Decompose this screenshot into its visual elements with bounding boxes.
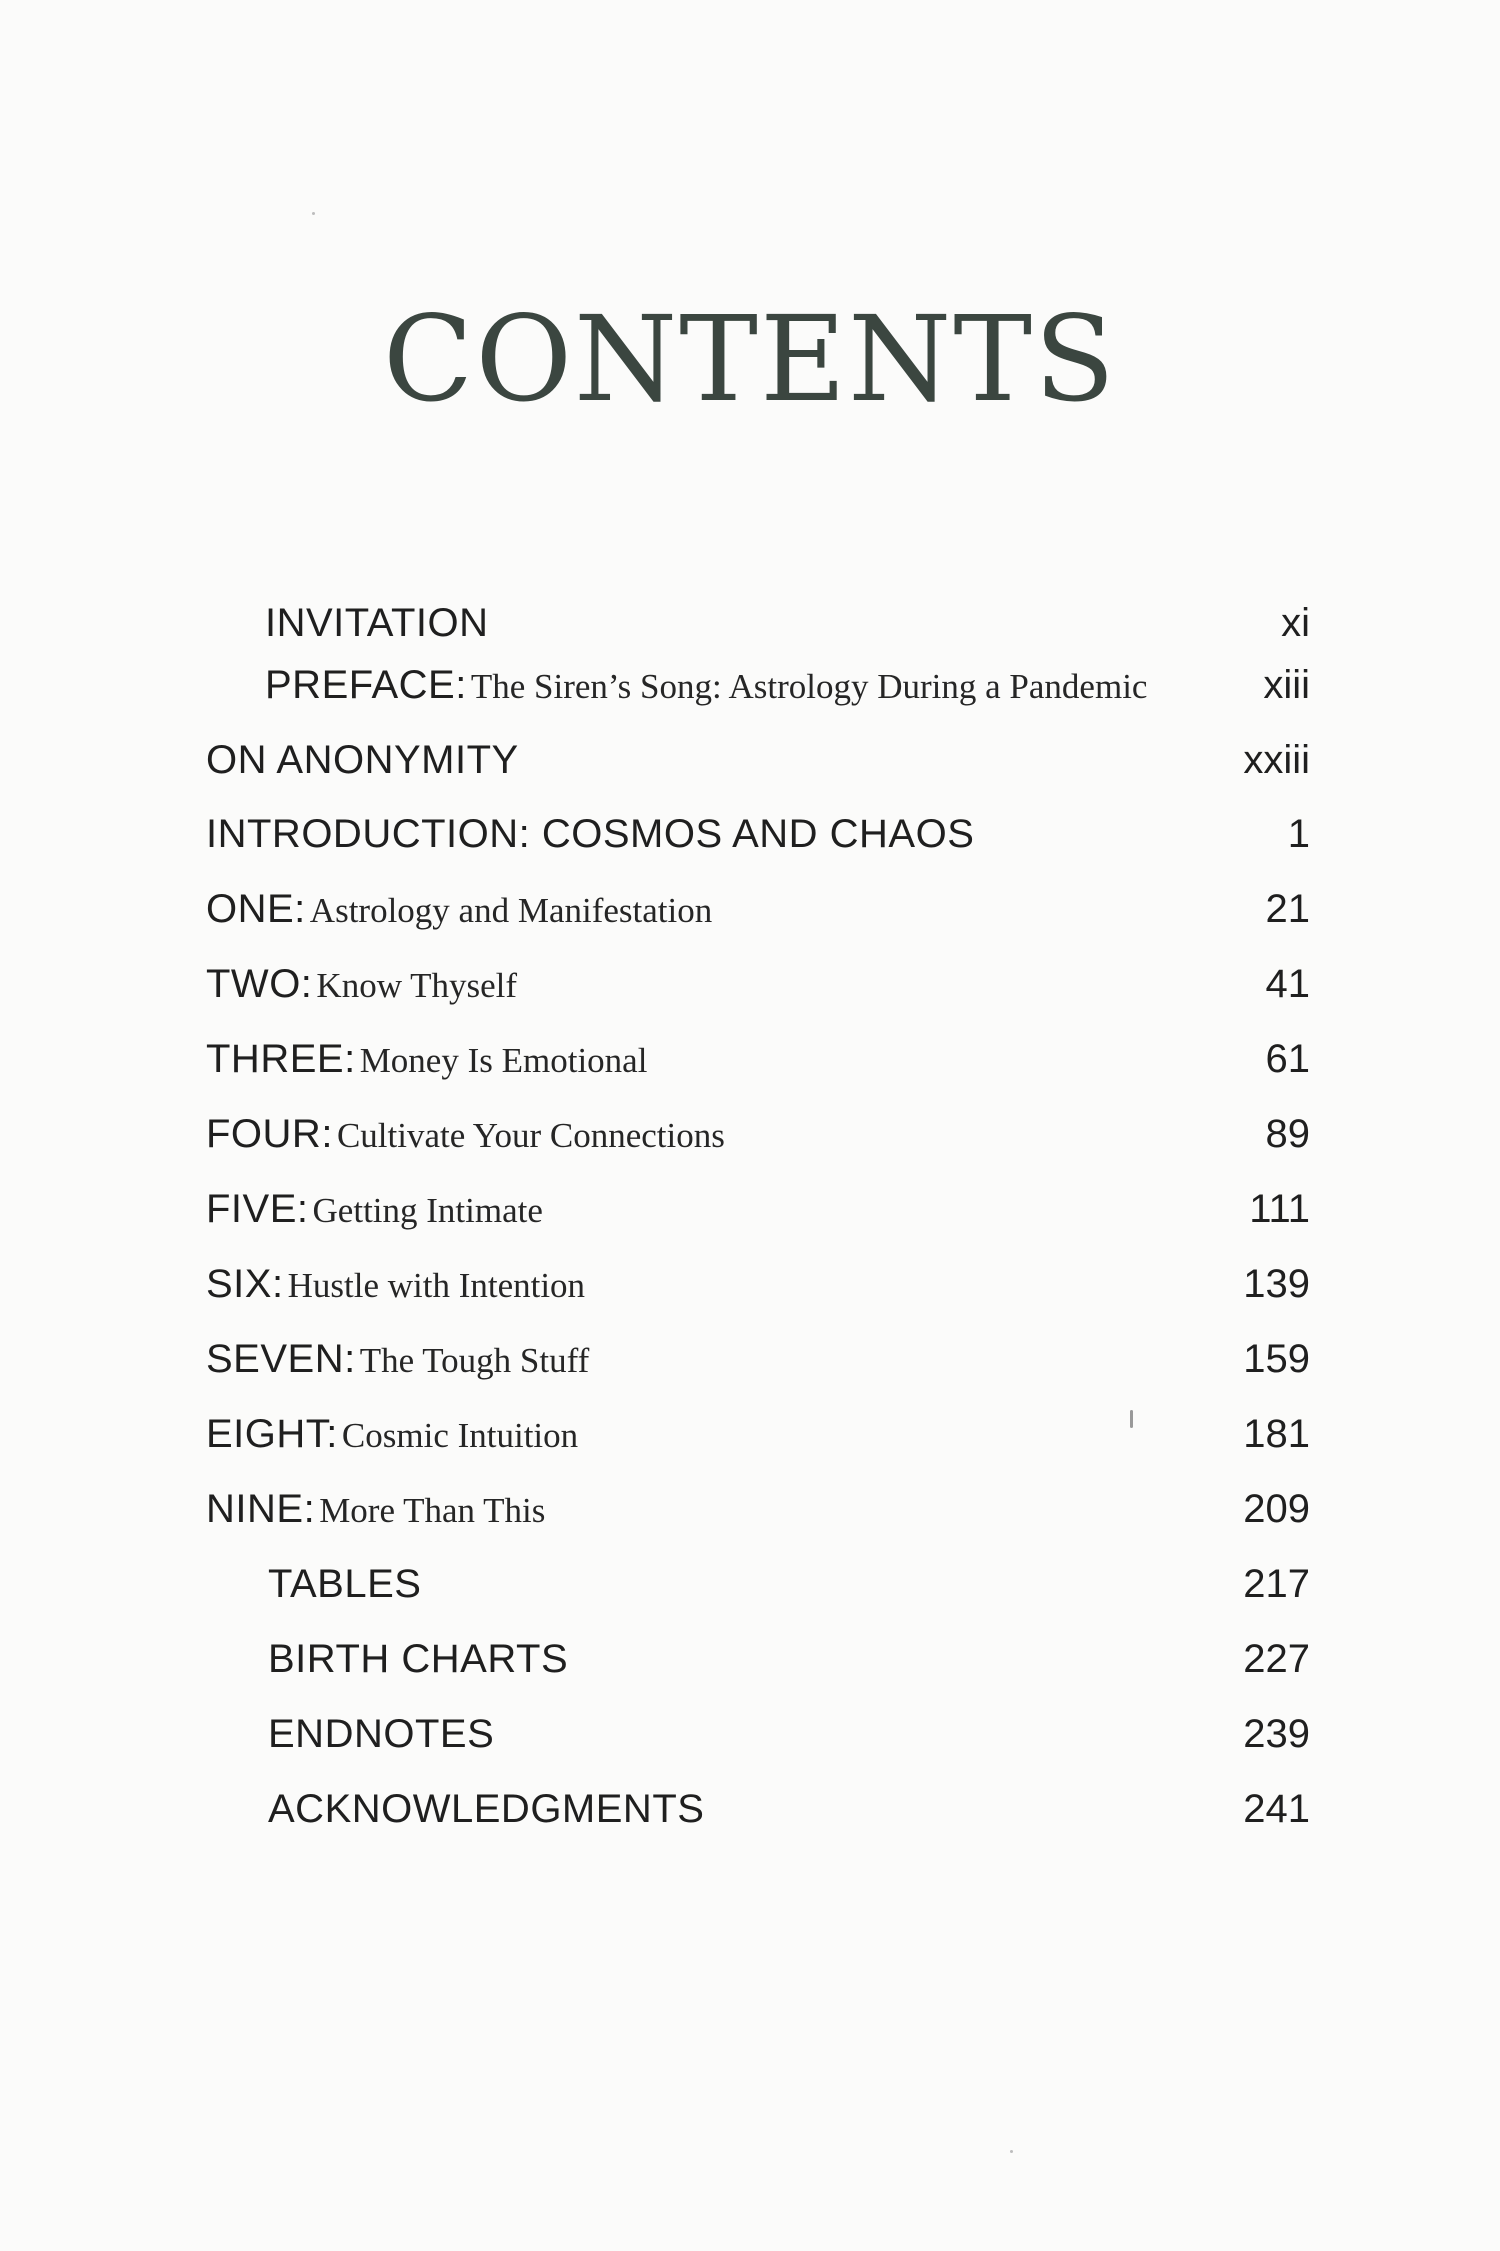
toc-entry-endnotes <box>0 1706 1500 1766</box>
toc-entry-label <box>268 1639 568 1679</box>
toc-entry-label <box>206 889 712 929</box>
scan-speck <box>1130 1410 1133 1428</box>
toc-entry-page: xxiii <box>1243 738 1310 782</box>
toc-entry-subtitle: Cultivate Your Connections <box>336 1116 725 1155</box>
toc-entry-page: xiii <box>1263 663 1310 707</box>
scan-speck <box>1010 2150 1013 2153</box>
toc-entry-heading: TWO: <box>206 962 313 1006</box>
toc-entry-label <box>206 1264 585 1304</box>
toc-entry-label <box>268 1789 704 1829</box>
toc-entry-subtitle: Money Is Emotional <box>359 1041 648 1080</box>
page-title: CONTENTS <box>383 290 1117 428</box>
toc-entry-page: 41 <box>1265 962 1310 1006</box>
toc-entry-tables <box>0 1556 1500 1616</box>
toc-entry-acknowledgments <box>0 1781 1500 1841</box>
toc-entry-heading: INTRODUCTION: COSMOS AND CHAOS <box>206 812 975 856</box>
toc-entry-label <box>206 1414 578 1454</box>
toc-entry-label <box>206 1339 589 1379</box>
toc-entry-subtitle: Know Thyself <box>316 966 518 1005</box>
toc-entry-heading: PREFACE: <box>265 663 467 707</box>
toc-entry-label <box>268 1714 494 1754</box>
toc-entry-page: 111 <box>1249 1187 1310 1231</box>
toc-entry-heading: NINE: <box>206 1487 316 1531</box>
toc-entry-heading: INVITATION <box>265 601 489 645</box>
toc-entry-heading: EIGHT: <box>206 1412 338 1456</box>
toc-entry-three <box>0 1031 1500 1091</box>
toc-entry-two <box>0 956 1500 1016</box>
toc-entry-page: 89 <box>1265 1112 1310 1156</box>
toc-entry-page: 1 <box>1287 812 1310 856</box>
toc-entry-page: xi <box>1281 601 1310 645</box>
toc-entry-four <box>0 1106 1500 1166</box>
toc-entry-page: 241 <box>1243 1787 1310 1831</box>
toc-entry-heading: THREE: <box>206 1037 356 1081</box>
toc-entry-page: 139 <box>1243 1262 1310 1306</box>
toc-entry-birth-charts <box>0 1631 1500 1691</box>
toc-entry-page: 217 <box>1243 1562 1310 1606</box>
toc-entry-on-anonymity <box>0 732 1500 792</box>
toc-entry-five <box>0 1181 1500 1241</box>
toc-entry-preface <box>0 657 1500 717</box>
toc-entry-heading: ENDNOTES <box>268 1712 495 1756</box>
toc-entry-eight <box>0 1406 1500 1466</box>
toc-entry-heading: FIVE: <box>206 1187 309 1231</box>
toc-entry-subtitle: More Than This <box>319 1491 546 1530</box>
toc-entry-subtitle: Cosmic Intuition <box>341 1416 579 1455</box>
toc-entry-heading: ACKNOWLEDGMENTS <box>268 1787 705 1831</box>
toc-entry-subtitle: The Siren’s Song: Astrology During a Pandemic <box>470 667 1148 706</box>
toc-entry-label <box>206 964 517 1004</box>
toc-entry-introduction <box>0 806 1500 866</box>
toc-entry-label <box>265 603 489 643</box>
toc-entry-label <box>206 1189 543 1229</box>
toc-entry-one <box>0 881 1500 941</box>
toc-entry-heading: FOUR: <box>206 1112 333 1156</box>
toc-entry-heading: ONE: <box>206 887 306 931</box>
toc-entry-page: 159 <box>1243 1337 1310 1381</box>
toc-entry-page: 181 <box>1243 1412 1310 1456</box>
toc-entry-heading: BIRTH CHARTS <box>268 1637 569 1681</box>
toc-entry-heading: ON ANONYMITY <box>206 738 519 782</box>
scan-speck <box>312 212 315 215</box>
toc-entry-label <box>206 1039 647 1079</box>
toc-entry-page: 61 <box>1265 1037 1310 1081</box>
toc-entry-label <box>268 1564 421 1604</box>
toc-entry-page: 209 <box>1243 1487 1310 1531</box>
toc-entry-invitation <box>0 595 1500 655</box>
toc-entry-label <box>206 1489 545 1529</box>
toc-entry-seven <box>0 1331 1500 1391</box>
toc-entry-subtitle: Hustle with Intention <box>287 1266 586 1305</box>
toc-entry-label <box>265 665 1147 705</box>
toc-entry-label <box>206 814 974 854</box>
toc-entry-subtitle: Astrology and Manifestation <box>309 891 713 930</box>
toc-entry-page: 21 <box>1265 887 1310 931</box>
toc-entry-six <box>0 1256 1500 1316</box>
toc-entry-nine <box>0 1481 1500 1541</box>
toc-entry-page: 227 <box>1243 1637 1310 1681</box>
toc-entry-subtitle: Getting Intimate <box>312 1191 543 1230</box>
toc-entry-label <box>206 740 519 780</box>
toc-entry-heading: TABLES <box>268 1562 422 1606</box>
toc-entry-label <box>206 1114 725 1154</box>
toc-entry-page: 239 <box>1243 1712 1310 1756</box>
toc-entry-heading: SIX: <box>206 1262 284 1306</box>
toc-entry-heading: SEVEN: <box>206 1337 356 1381</box>
toc-entry-subtitle: The Tough Stuff <box>359 1341 590 1380</box>
